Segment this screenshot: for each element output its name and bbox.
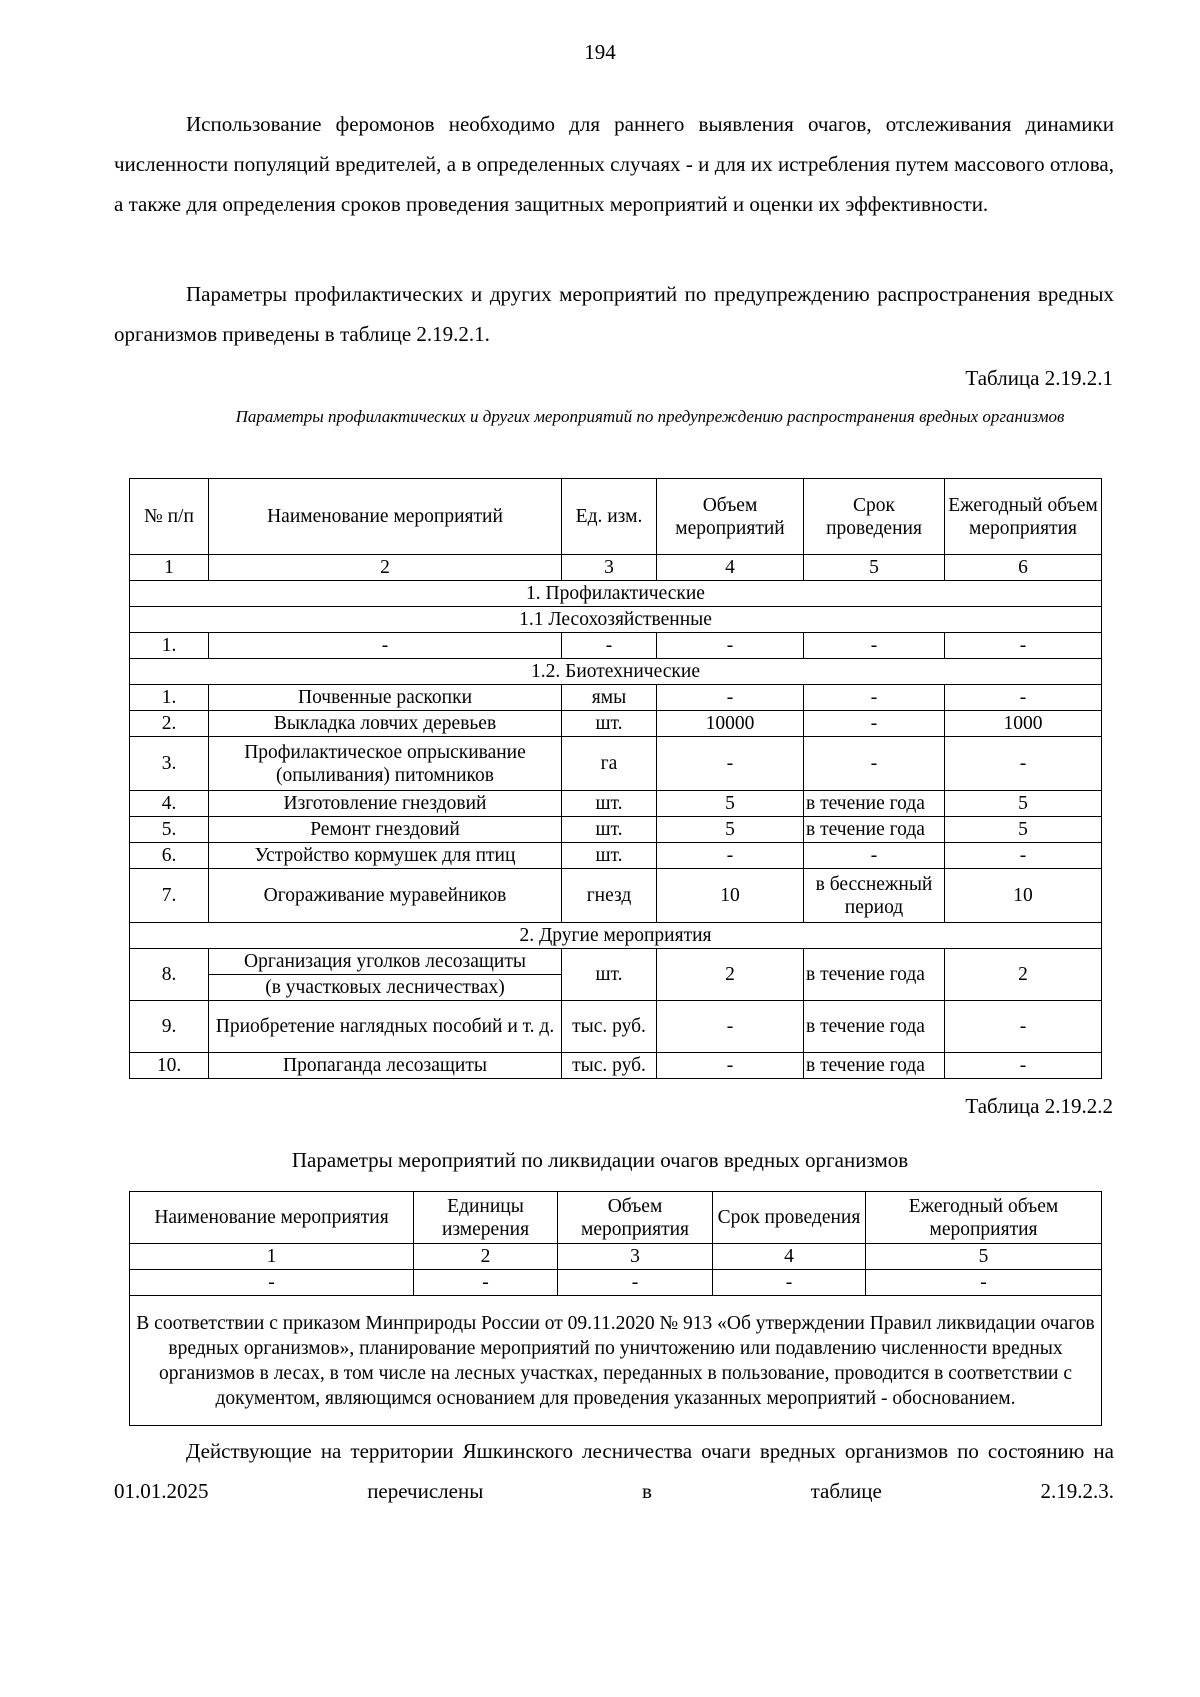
column-number: 3 [562,555,657,581]
section-row [130,659,1102,685]
table-row [130,1053,1102,1079]
annual-cell: - [945,843,1102,869]
volume-cell: 10 [657,869,804,923]
table-reference-paragraph: Параметры профилактических и других мероприятий по предупреждению распространения вредных организмов приведены в таблице 2.19.2.1. [114,282,1114,346]
header-cell: № п/п [130,479,209,555]
column-number: 1 [130,1244,414,1270]
table-row [130,869,1102,923]
intro-paragraph: Использование феромонов необходимо для раннего выявления очагов, отслеживания динамики численности популяций вредителей, а в определенных случаях - и для их истребления путем массового отлова, а также для определения сроков проведения защитных мероприятий и оценки их эффективности. [114,112,1114,216]
column-number: 1 [130,555,209,581]
volume-cell: - [657,1001,804,1053]
table1-title: Параметры профилактических и других мероприятий по предупреждению распространения вредных организмов [235,407,1065,426]
column-number-row [130,1244,1102,1270]
measure-name: Профилактическое опрыскивание (опыливания) питомников [209,737,562,791]
annual-cell: 10 [945,869,1102,923]
column-number: 4 [657,555,804,581]
volume-cell: - [657,1053,804,1079]
row-number: 5. [130,817,209,843]
table2-title: Параметры мероприятий по ликвидации очагов вредных организмов [291,1148,909,1172]
row-number: 7. [130,869,209,923]
unit-cell: тыс. руб. [562,1053,657,1079]
term-cell: - [804,633,945,659]
unit-cell: ямы [562,685,657,711]
annual-cell: - [945,1001,1102,1053]
term-cell: в бесснежный период [804,869,945,923]
table-row [130,843,1102,869]
note-row [130,1296,1102,1426]
unit-cell: шт. [562,711,657,737]
unit-cell: шт. [562,843,657,869]
unit-cell: - [414,1270,558,1296]
table-row [130,949,1102,975]
row-number: 1. [130,685,209,711]
table-row [130,685,1102,711]
measure-name: Выкладка ловчих деревьев [209,711,562,737]
measure-name: (в участковых лесничествах) [209,975,562,1001]
measure-name: Организация уголков лесозащиты [209,949,562,975]
column-number: 2 [209,555,562,581]
term-cell: в течение года [804,817,945,843]
term-cell: - [713,1270,866,1296]
row-number: 3. [130,737,209,791]
row-number: 1. [130,633,209,659]
annual-cell: - [945,737,1102,791]
volume-cell: 5 [657,817,804,843]
annual-cell: - [945,1053,1102,1079]
table-row [130,711,1102,737]
table-row [130,791,1102,817]
measure-name: Пропаганда лесозащиты [209,1053,562,1079]
table2-caption: Таблица 2.19.2.2 [965,1094,1113,1118]
unit-cell: - [562,633,657,659]
term-cell: - [804,685,945,711]
term-cell: в течение года [804,791,945,817]
unit-cell: гнезд [562,869,657,923]
table-row [130,737,1102,791]
regulation-note: В соответствии с приказом Минприроды России от 09.11.2020 № 913 «Об утверждении Правил ликвидации очагов вредных организмов», планирование мероприятий по уничтожению или подавлению численности вредных организмов в лесах, в том числе на лесных участках, переданных в пользование, проводится в соответствии с документом, являющимся основанием для проведения указанных мероприятий - обоснованием. [130,1296,1102,1426]
section-heading: 1.2. Биотехнические [130,659,1102,685]
volume-cell: - [657,685,804,711]
table-header-row [130,479,1102,555]
measure-name: Огораживание муравейников [209,869,562,923]
section-heading: 1. Профилактические [130,581,1102,607]
measure-name: Ремонт гнездовий [209,817,562,843]
annual-cell: - [866,1270,1102,1296]
measure-name: Устройство кормушек для птиц [209,843,562,869]
header-cell: Срок проведения [804,479,945,555]
section-row [130,607,1102,633]
table-header-row [130,1192,1102,1244]
column-number: 5 [804,555,945,581]
column-number: 6 [945,555,1102,581]
unit-cell: тыс. руб. [562,1001,657,1053]
term-cell: в течение года [804,949,945,1001]
section-heading: 1.1 Лесохозяйственные [130,607,1102,633]
volume-cell: 10000 [657,711,804,737]
row-number: 2. [130,711,209,737]
volume-cell: - [558,1270,713,1296]
row-number: 8. [130,949,209,1001]
term-cell: в течение года [804,1001,945,1053]
header-cell: Наименование мероприятий [209,479,562,555]
annual-cell: 5 [945,817,1102,843]
measure-name: - [130,1270,414,1296]
section-row [130,581,1102,607]
table-preventive-measures [129,478,1102,1079]
section-row [130,923,1102,949]
row-number: 10. [130,1053,209,1079]
unit-cell: шт. [562,949,657,1001]
annual-cell: 1000 [945,711,1102,737]
header-cell: Ежегодный объем мероприятия [945,479,1102,555]
column-number-row [130,555,1102,581]
term-cell: - [804,843,945,869]
column-number: 5 [866,1244,1102,1270]
annual-cell: 2 [945,949,1102,1001]
volume-cell: - [657,633,804,659]
header-cell: Наименование мероприятия [130,1192,414,1244]
header-cell: Единицы измерения [414,1192,558,1244]
column-number: 3 [558,1244,713,1270]
header-cell: Объем мероприятий [657,479,804,555]
header-cell: Ед. изм. [562,479,657,555]
row-number: 9. [130,1001,209,1053]
column-number: 4 [713,1244,866,1270]
volume-cell: - [657,737,804,791]
volume-cell: 2 [657,949,804,1001]
table-row [130,633,1102,659]
table-row [130,1270,1102,1296]
row-number: 6. [130,843,209,869]
term-cell: - [804,737,945,791]
measure-name: Почвенные раскопки [209,685,562,711]
column-number: 2 [414,1244,558,1270]
row-number: 4. [130,791,209,817]
volume-cell: - [657,843,804,869]
header-cell: Ежегодный объем мероприятия [866,1192,1102,1244]
section-heading: 2. Другие мероприятия [130,923,1102,949]
measure-name: - [209,633,562,659]
table-row [130,1001,1102,1053]
unit-cell: га [562,737,657,791]
table-row [130,817,1102,843]
annual-cell: - [945,633,1102,659]
table-liquidation-measures [129,1191,1102,1426]
table1-caption: Таблица 2.19.2.1 [965,366,1113,390]
term-cell: - [804,711,945,737]
unit-cell: шт. [562,791,657,817]
annual-cell: - [945,685,1102,711]
page-number: 194 [584,40,616,64]
annual-cell: 5 [945,791,1102,817]
measure-name: Изготовление гнездовий [209,791,562,817]
volume-cell: 5 [657,791,804,817]
unit-cell: шт. [562,817,657,843]
header-cell: Объем мероприятия [558,1192,713,1244]
term-cell: в течение года [804,1053,945,1079]
measure-name: Приобретение наглядных пособий и т. д. [209,1001,562,1053]
header-cell: Срок проведения [713,1192,866,1244]
closing-paragraph: Действующие на территории Яшкинского лесничества очаги вредных организмов по состоянию на 01.01.2025 перечислены в таблице 2.19.2.3. [114,1439,1114,1503]
